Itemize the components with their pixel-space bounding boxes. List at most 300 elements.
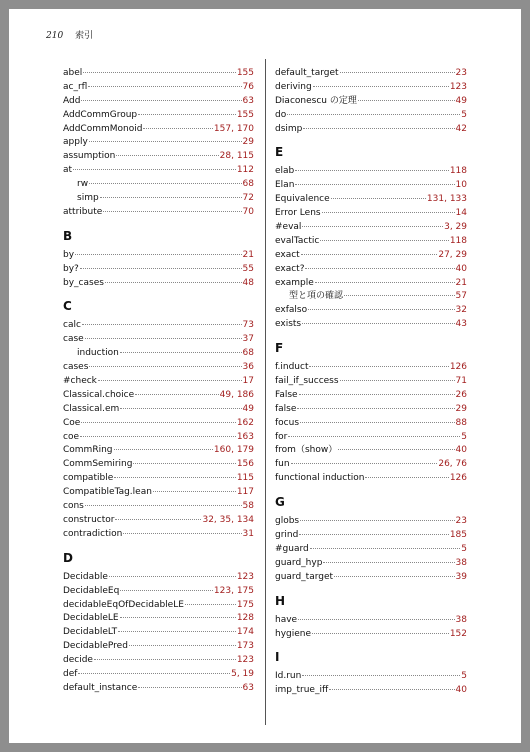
dot-leader bbox=[365, 477, 448, 478]
index-entry-exact bbox=[275, 263, 467, 277]
page-reference: 123 bbox=[449, 81, 467, 92]
dot-leader bbox=[308, 309, 454, 310]
index-term: from（show） bbox=[275, 445, 338, 456]
page-reference: 155 bbox=[236, 109, 254, 120]
dot-leader bbox=[300, 422, 455, 423]
dot-leader bbox=[120, 590, 213, 591]
index-entry-commsemiring bbox=[63, 458, 254, 472]
index-letter-heading: E bbox=[275, 145, 284, 160]
dot-leader bbox=[120, 352, 242, 353]
dot-leader bbox=[295, 184, 454, 185]
index-entry-commring bbox=[63, 444, 254, 458]
index-entry-cases bbox=[63, 361, 254, 375]
index-entry-evaltactic bbox=[275, 235, 467, 249]
index-term: attribute bbox=[63, 206, 103, 217]
page-reference: 173 bbox=[236, 641, 254, 652]
dot-leader bbox=[310, 548, 461, 549]
dot-leader bbox=[340, 72, 455, 73]
dot-leader bbox=[100, 197, 242, 198]
page-reference: 49 bbox=[242, 403, 254, 414]
page-reference: 14 bbox=[455, 208, 467, 219]
page-reference: 72 bbox=[242, 193, 254, 204]
index-term: False bbox=[275, 389, 298, 400]
index-letter-heading: D bbox=[63, 550, 73, 565]
dot-leader bbox=[138, 114, 236, 115]
index-term: default_instance bbox=[63, 682, 138, 693]
dot-leader bbox=[75, 254, 242, 255]
index-entry-f-induct bbox=[275, 361, 467, 375]
page-reference: 39 bbox=[455, 571, 467, 582]
page-reference: 21 bbox=[242, 249, 254, 260]
page-reference: 5 bbox=[461, 543, 467, 554]
dot-leader bbox=[153, 491, 236, 492]
index-entry-by bbox=[63, 263, 254, 277]
page-reference: 152 bbox=[449, 628, 467, 639]
index-term: example bbox=[275, 277, 314, 288]
index-term: abel bbox=[63, 68, 83, 78]
index-entry-cons bbox=[63, 500, 254, 514]
page-reference: 32, 35, 134 bbox=[202, 514, 254, 525]
index-entry-hygiene bbox=[275, 628, 467, 642]
index-entry-add bbox=[63, 95, 254, 109]
index-term: Id.run bbox=[275, 671, 302, 682]
index-entry-assumption bbox=[63, 150, 254, 164]
index-term: dsimp bbox=[275, 123, 303, 134]
index-entry-for bbox=[275, 431, 467, 445]
page-reference: 157, 170 bbox=[213, 123, 254, 134]
page-reference: 118 bbox=[449, 166, 467, 177]
index-term: Coe bbox=[63, 417, 81, 428]
index-term: f.induct bbox=[275, 362, 309, 373]
index-entry-at bbox=[63, 164, 254, 178]
page-reference: 17 bbox=[242, 376, 254, 387]
dot-leader bbox=[129, 645, 236, 646]
dot-leader bbox=[73, 169, 236, 170]
index-entry-decidablepred bbox=[63, 640, 254, 654]
index-term: decidableEqOfDecidableLE bbox=[63, 599, 184, 610]
page-reference: 23 bbox=[455, 68, 467, 78]
page-reference: 37 bbox=[242, 334, 254, 345]
index-entry-exfalso bbox=[275, 304, 467, 318]
index-term: guard_hyp bbox=[275, 557, 323, 568]
page-reference: 63 bbox=[242, 95, 254, 106]
page-reference: 162 bbox=[236, 417, 254, 428]
dot-leader bbox=[114, 477, 236, 478]
running-header bbox=[46, 28, 93, 41]
page-reference: 68 bbox=[242, 179, 254, 190]
dot-leader bbox=[85, 505, 242, 506]
index-entry-decidableeq bbox=[63, 585, 254, 599]
index-term: functional induction bbox=[275, 473, 365, 484]
page-reference: 63 bbox=[242, 682, 254, 693]
index-entry-calc bbox=[63, 319, 254, 333]
dot-leader bbox=[313, 86, 449, 87]
column-divider bbox=[265, 59, 266, 725]
dot-leader bbox=[315, 282, 455, 283]
page-reference: 112 bbox=[236, 165, 254, 176]
index-entry-constructor bbox=[63, 514, 254, 528]
page-reference: 42 bbox=[455, 123, 467, 134]
index-term: induction bbox=[77, 348, 119, 359]
page-number: 210 bbox=[46, 31, 64, 41]
index-entry-addcommmonoid bbox=[63, 123, 254, 137]
index-entry-diaconescu bbox=[275, 95, 467, 109]
index-term: Decidable bbox=[63, 571, 108, 582]
index-entry-id-run bbox=[275, 670, 467, 684]
dot-leader bbox=[80, 436, 236, 437]
dot-leader bbox=[300, 520, 454, 521]
index-term: exact bbox=[275, 249, 300, 260]
page-reference: 126 bbox=[449, 362, 467, 373]
index-entry-case bbox=[63, 333, 254, 347]
index-entry-classical-em bbox=[63, 403, 254, 417]
index-entry-false bbox=[275, 403, 467, 417]
page-reference: 5 bbox=[461, 671, 467, 682]
index-term: CommSemiring bbox=[63, 459, 133, 470]
index-entry-fail-if-success bbox=[275, 375, 467, 389]
index-term: exfalso bbox=[275, 305, 308, 316]
index-column-right bbox=[275, 67, 467, 698]
index-entry-equivalence bbox=[275, 193, 467, 207]
page-reference: 40 bbox=[455, 445, 467, 456]
index-term: simp bbox=[77, 193, 99, 204]
page-reference: 160, 179 bbox=[213, 445, 254, 456]
dot-leader bbox=[338, 449, 454, 450]
index-term: exact? bbox=[275, 263, 305, 274]
page-reference: 5 bbox=[461, 431, 467, 442]
page-reference: 123 bbox=[236, 571, 254, 582]
index-entry-by-cases bbox=[63, 277, 254, 291]
dot-leader bbox=[114, 449, 213, 450]
index-entry-contradiction bbox=[63, 528, 254, 542]
page-reference: 29 bbox=[455, 403, 467, 414]
index-entry-do bbox=[275, 109, 467, 123]
index-term: ac_rfl bbox=[63, 81, 88, 92]
page-reference: 163 bbox=[236, 431, 254, 442]
index-term: CompatibleTag.lean bbox=[63, 487, 152, 498]
page-reference: 5, 19 bbox=[231, 668, 254, 679]
dot-leader bbox=[358, 100, 455, 101]
page-reference: 73 bbox=[242, 320, 254, 331]
index-term: AddCommGroup bbox=[63, 109, 138, 120]
index-term: #eval bbox=[275, 222, 302, 233]
dot-leader bbox=[299, 534, 448, 535]
index-term: guard_target bbox=[275, 571, 334, 582]
index-term: by bbox=[63, 249, 75, 260]
index-term: at bbox=[63, 165, 73, 176]
index-entry-fun bbox=[275, 458, 467, 472]
index-term: Classical.em bbox=[63, 403, 120, 414]
index-term: fun bbox=[275, 459, 290, 470]
index-entry-addcommgroup bbox=[63, 109, 254, 123]
page-reference: 175 bbox=[236, 599, 254, 610]
dot-leader bbox=[89, 141, 242, 142]
index-entry-coe bbox=[63, 417, 254, 431]
index-entry-compatible bbox=[63, 472, 254, 486]
index-term: Classical.choice bbox=[63, 389, 135, 400]
index-entry-ac-rfl bbox=[63, 81, 254, 95]
page-reference: 117 bbox=[236, 487, 254, 498]
index-entry-default-target bbox=[275, 67, 467, 81]
index-term: evalTactic bbox=[275, 235, 320, 246]
dot-leader bbox=[297, 408, 454, 409]
dot-leader bbox=[89, 183, 241, 184]
dot-leader bbox=[295, 170, 449, 171]
index-entry-default-instance bbox=[63, 682, 254, 696]
dot-leader bbox=[312, 633, 449, 634]
dot-leader bbox=[103, 211, 241, 212]
index-entry-elab bbox=[275, 165, 467, 179]
index-letter-heading: I bbox=[275, 650, 280, 665]
dot-leader bbox=[185, 604, 236, 605]
page-reference: 115 bbox=[236, 473, 254, 484]
dot-leader bbox=[334, 576, 454, 577]
page-reference: 27, 29 bbox=[438, 249, 467, 260]
dot-leader bbox=[322, 212, 455, 213]
index-term: imp_true_iff bbox=[275, 685, 329, 696]
page-reference: 58 bbox=[242, 501, 254, 512]
dot-leader bbox=[298, 619, 454, 620]
page-reference: 71 bbox=[455, 376, 467, 387]
index-entry-example bbox=[275, 277, 467, 291]
dot-leader bbox=[80, 268, 242, 269]
index-entry-term bbox=[275, 290, 467, 304]
index-term: compatible bbox=[63, 473, 114, 484]
index-entry-decidablelt bbox=[63, 626, 254, 640]
page-reference: 49 bbox=[455, 95, 467, 106]
index-term: decide bbox=[63, 655, 93, 666]
page-reference: 55 bbox=[242, 263, 254, 274]
page-reference: 40 bbox=[455, 263, 467, 274]
dot-leader bbox=[340, 380, 455, 381]
page-reference: 128 bbox=[236, 613, 254, 624]
dot-leader bbox=[329, 689, 454, 690]
page-reference: 38 bbox=[455, 557, 467, 568]
index-term: calc bbox=[63, 320, 81, 331]
index-term: #guard bbox=[275, 543, 309, 554]
dot-leader bbox=[344, 295, 455, 296]
dot-leader bbox=[305, 268, 454, 269]
page-reference: 48 bbox=[242, 277, 254, 288]
index-entry-false bbox=[275, 389, 467, 403]
dot-leader bbox=[85, 338, 242, 339]
dot-leader bbox=[82, 324, 242, 325]
index-entry-apply bbox=[63, 136, 254, 150]
index-entry-compatibletag-lean bbox=[63, 486, 254, 500]
page-reference: 40 bbox=[455, 685, 467, 696]
index-term: contradiction bbox=[63, 528, 123, 539]
page-reference: 26 bbox=[455, 389, 467, 400]
dot-leader bbox=[291, 463, 438, 464]
index-term: for bbox=[275, 431, 288, 442]
index-entry-guard-hyp bbox=[275, 557, 467, 571]
index-term: elab bbox=[275, 166, 295, 177]
dot-leader bbox=[302, 323, 454, 324]
index-entry-induction bbox=[63, 347, 254, 361]
index-term: cases bbox=[63, 362, 89, 373]
page-reference: 49, 186 bbox=[219, 389, 254, 400]
index-term: #check bbox=[63, 376, 97, 387]
index-entry-guard-target bbox=[275, 571, 467, 585]
index-letter-heading: F bbox=[275, 341, 284, 356]
index-term: Diaconescu の定理 bbox=[275, 95, 357, 106]
page-reference: 57 bbox=[455, 291, 467, 302]
index-term: CommRing bbox=[63, 445, 113, 456]
index-term: fail_if_success bbox=[275, 376, 339, 387]
page-reference: 123, 175 bbox=[213, 585, 254, 596]
dot-leader bbox=[78, 673, 230, 674]
index-term: have bbox=[275, 614, 298, 625]
index-entry-grind bbox=[275, 529, 467, 543]
index-entry-decidable bbox=[63, 571, 254, 585]
index-entry-have bbox=[275, 614, 467, 628]
index-term: focus bbox=[275, 417, 300, 428]
index-entry-elan bbox=[275, 179, 467, 193]
page-reference: 43 bbox=[455, 319, 467, 330]
page-reference: 32 bbox=[455, 305, 467, 316]
page-reference: 68 bbox=[242, 348, 254, 359]
index-entry-imp-true-iff bbox=[275, 684, 467, 698]
dot-leader bbox=[81, 422, 235, 423]
page-reference: 23 bbox=[455, 516, 467, 527]
dot-leader bbox=[135, 394, 218, 395]
index-entry-exact bbox=[275, 249, 467, 263]
index-entry-decidablele bbox=[63, 612, 254, 626]
index-letter-heading: G bbox=[275, 495, 285, 510]
index-entry-simp bbox=[63, 192, 254, 206]
book-page bbox=[9, 9, 521, 743]
index-term: DecidableLT bbox=[63, 627, 118, 638]
dot-leader bbox=[98, 380, 242, 381]
page-reference: 131, 133 bbox=[426, 194, 467, 205]
dot-leader bbox=[302, 226, 443, 227]
page-reference: 88 bbox=[455, 417, 467, 428]
page-reference: 5 bbox=[461, 109, 467, 120]
index-term: 型と項の確認 bbox=[289, 291, 344, 302]
index-term: Add bbox=[63, 95, 81, 106]
index-entry-deriving bbox=[275, 81, 467, 95]
dot-leader bbox=[83, 72, 236, 73]
index-entry-dsimp bbox=[275, 123, 467, 137]
index-entry-functional-induction bbox=[275, 472, 467, 486]
index-letter-heading: C bbox=[63, 299, 72, 314]
index-term: assumption bbox=[63, 151, 116, 162]
index-term: def bbox=[63, 668, 78, 679]
dot-leader bbox=[301, 254, 438, 255]
index-entry-guard bbox=[275, 543, 467, 557]
page-reference: 76 bbox=[242, 81, 254, 92]
index-term: DecidableEq bbox=[63, 585, 120, 596]
index-term: exists bbox=[275, 319, 302, 330]
dot-leader bbox=[118, 631, 236, 632]
index-term: globs bbox=[275, 516, 300, 527]
index-term: constructor bbox=[63, 514, 115, 525]
dot-leader bbox=[115, 519, 201, 520]
index-letter-heading: B bbox=[63, 228, 73, 243]
page-reference: 156 bbox=[236, 459, 254, 470]
index-entry-rw bbox=[63, 178, 254, 192]
page-reference: 10 bbox=[455, 180, 467, 191]
index-term: default_target bbox=[275, 68, 339, 78]
page-reference: 123 bbox=[236, 655, 254, 666]
index-term: deriving bbox=[275, 81, 312, 92]
index-entry-error-lens bbox=[275, 207, 467, 221]
page-reference: 70 bbox=[242, 206, 254, 217]
dot-leader bbox=[138, 687, 241, 688]
dot-leader bbox=[302, 675, 460, 676]
page-reference: 38 bbox=[455, 614, 467, 625]
dot-leader bbox=[109, 576, 236, 577]
page-reference: 29 bbox=[242, 137, 254, 148]
index-term: grind bbox=[275, 530, 299, 541]
index-entry-globs bbox=[275, 515, 467, 529]
dot-leader bbox=[89, 366, 241, 367]
index-entry-eval bbox=[275, 221, 467, 235]
index-term: false bbox=[275, 403, 297, 414]
dot-leader bbox=[105, 282, 242, 283]
index-entry-from-show bbox=[275, 444, 467, 458]
dot-leader bbox=[303, 128, 454, 129]
index-column-left bbox=[63, 67, 254, 696]
page-reference: 174 bbox=[236, 627, 254, 638]
page-reference: 3, 29 bbox=[444, 222, 467, 233]
index-term: DecidableLE bbox=[63, 613, 119, 624]
page-reference: 185 bbox=[449, 530, 467, 541]
dot-leader bbox=[323, 562, 454, 563]
index-term: rw bbox=[77, 179, 89, 190]
index-term: cons bbox=[63, 501, 84, 512]
dot-leader bbox=[123, 533, 241, 534]
index-term: Equivalence bbox=[275, 194, 330, 205]
index-entry-exists bbox=[275, 318, 467, 332]
index-term: by_cases bbox=[63, 277, 104, 288]
dot-leader bbox=[288, 436, 460, 437]
dot-leader bbox=[299, 394, 455, 395]
index-entry-check bbox=[63, 375, 254, 389]
index-term: DecidablePred bbox=[63, 641, 128, 652]
index-entry-classical-choice bbox=[63, 389, 254, 403]
page-reference: 126 bbox=[449, 473, 467, 484]
dot-leader bbox=[143, 128, 212, 129]
page-reference: 28, 115 bbox=[219, 151, 254, 162]
index-letter-heading: H bbox=[275, 593, 286, 608]
index-entry-abel bbox=[63, 67, 254, 81]
dot-leader bbox=[120, 408, 241, 409]
index-term: do bbox=[275, 109, 287, 120]
page-reference: 21 bbox=[455, 277, 467, 288]
index-term: hygiene bbox=[275, 628, 312, 639]
dot-leader bbox=[120, 617, 236, 618]
index-entry-attribute bbox=[63, 206, 254, 220]
section-title: 索引 bbox=[75, 31, 94, 41]
page-reference: 155 bbox=[236, 68, 254, 78]
page-reference: 36 bbox=[242, 362, 254, 373]
index-entry-decide bbox=[63, 654, 254, 668]
dot-leader bbox=[287, 114, 460, 115]
dot-leader bbox=[88, 86, 241, 87]
page-reference: 31 bbox=[242, 528, 254, 539]
dot-leader bbox=[320, 240, 448, 241]
index-term: coe bbox=[63, 431, 79, 442]
index-term: Elan bbox=[275, 180, 295, 191]
index-term: case bbox=[63, 334, 84, 345]
dot-leader bbox=[309, 366, 448, 367]
dot-leader bbox=[133, 463, 235, 464]
index-entry-decidableeqofdecidablele bbox=[63, 599, 254, 613]
index-term: by? bbox=[63, 263, 79, 274]
index-entry-by bbox=[63, 249, 254, 263]
dot-leader bbox=[81, 100, 241, 101]
